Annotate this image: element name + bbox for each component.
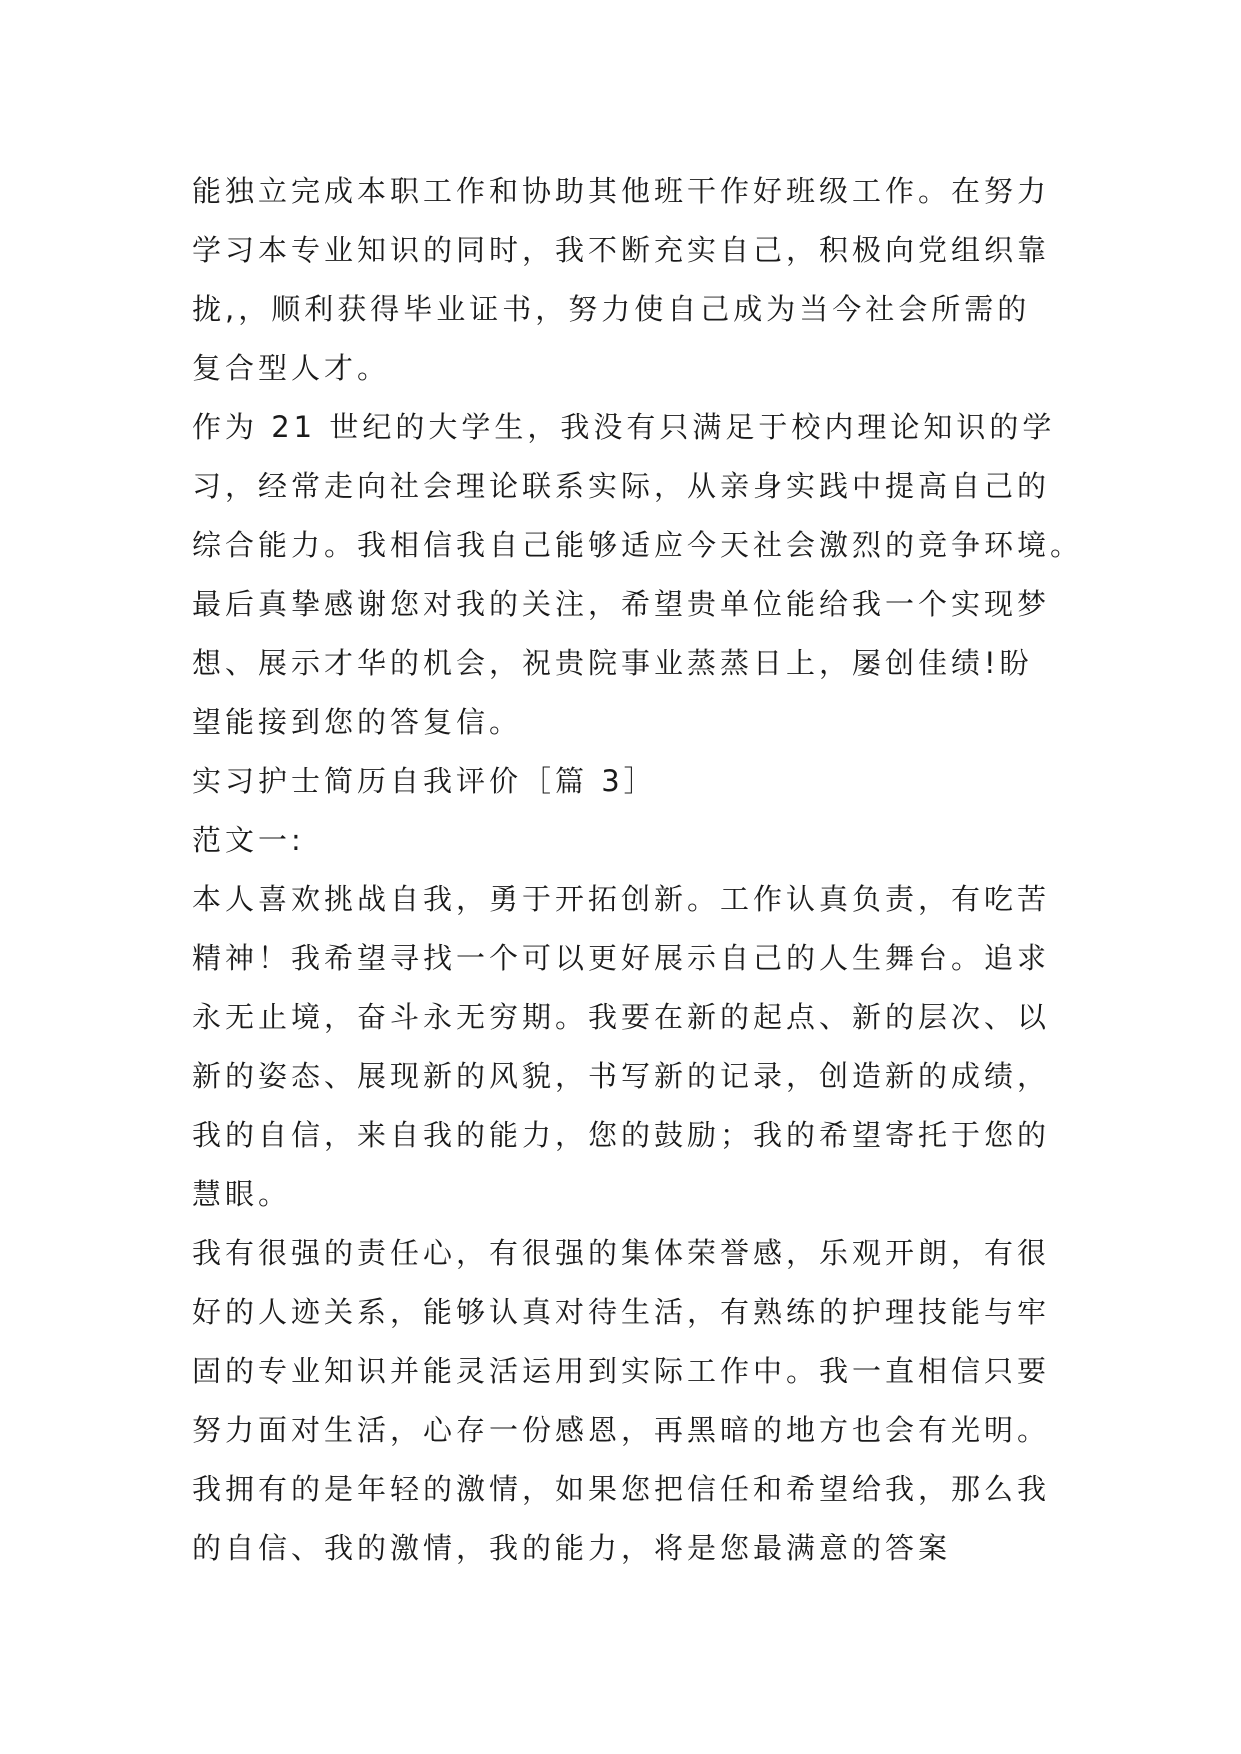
paragraph-class-work	[192, 162, 1052, 398]
text-line: 作为 21 世纪的大学生，我没有只满足于校内理论知识的学	[192, 410, 1056, 444]
paragraph-closing-thanks	[192, 575, 1052, 752]
paragraph-college-student	[192, 398, 1084, 575]
paragraph-responsibility	[192, 1224, 1052, 1578]
text-line: 努力面对生活，心存一份感恩，再黑暗的地方也会有光明。	[192, 1413, 1051, 1447]
text-line: 精神！我希望寻找一个可以更好展示自己的人生舞台。追求	[192, 941, 1051, 975]
text-line: 本人喜欢挑战自我，勇于开拓创新。工作认真负责，有吃苦	[192, 882, 1051, 916]
sample-title: 范文一:	[192, 823, 305, 857]
text-line: 的自信、我的激情，我的能力，将是您最满意的答案	[192, 1531, 952, 1565]
text-line: 能独立完成本职工作和协助其他班干作好班级工作。在努力	[192, 174, 1051, 208]
text-line: 最后真挚感谢您对我的关注，希望贵单位能给我一个实现梦	[192, 587, 1051, 621]
document-page	[192, 0, 1084, 1578]
text-line: 我有很强的责任心，有很强的集体荣誉感，乐观开朗，有很	[192, 1236, 1051, 1270]
text-line: 慧眼。	[192, 1177, 292, 1211]
text-line: 综合能力。我相信我自己能够适应今天社会激烈的竞争环境。	[192, 528, 1084, 562]
section-heading	[192, 752, 1052, 811]
text-line: 新的姿态、展现新的风貌，书写新的记录，创造新的成绩，	[192, 1059, 1051, 1093]
sample-label	[192, 811, 1052, 870]
text-line: 好的人迹关系，能够认真对待生活，有熟练的护理技能与牢	[192, 1295, 1051, 1329]
text-line: 想、展示才华的机会，祝贵院事业蒸蒸日上，屡创佳绩!盼	[192, 646, 1033, 680]
text-line: 永无止境，奋斗永无穷期。我要在新的起点、新的层次、以	[192, 1000, 1051, 1034]
paragraph-self-challenge	[192, 870, 1052, 1224]
text-line: 拢,，顺利获得毕业证书，努力使自己成为当今社会所需的	[192, 292, 1031, 326]
text-line: 望能接到您的答复信。	[192, 705, 523, 739]
text-line: 固的专业知识并能灵活运用到实际工作中。我一直相信只要	[192, 1354, 1051, 1388]
section-title: 实习护士简历自我评价［篇 3］	[192, 764, 657, 798]
text-line: 我拥有的是年轻的激情，如果您把信任和希望给我，那么我	[192, 1472, 1051, 1506]
text-line: 复合型人才。	[192, 351, 391, 385]
text-line: 学习本专业知识的同时，我不断充实自己，积极向党组织靠	[192, 233, 1051, 267]
text-line: 我的自信，来自我的能力，您的鼓励；我的希望寄托于您的	[192, 1118, 1051, 1152]
text-line: 习，经常走向社会理论联系实际，从亲身实践中提高自己的	[192, 469, 1051, 503]
